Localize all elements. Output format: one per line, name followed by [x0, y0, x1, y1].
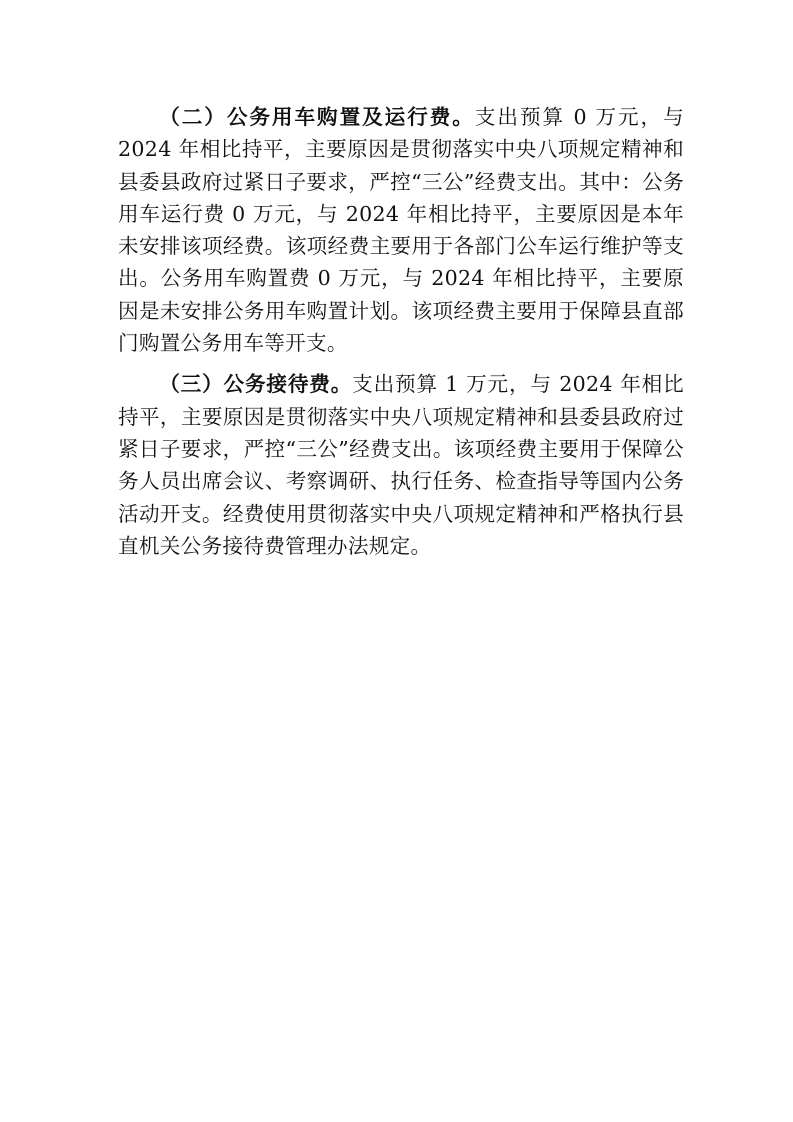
section-body-vehicle: 支出预算 0 万元，与 2024 年相比持平，主要原因是贯彻落实中央八项规定精神和县委县政府过紧日子要求，严控“三公”经费支出。其中：公务用车运行费 0 万元，与 2024 年相比持平，主要原因是本年未安排该项经费。该项经费主要用于各部门公车运行维护等支出。公务用车购置费 0 万元，与 2024 年相比持平，主要原因是未安排公务用车购置计划。该项经费主要用于保障县直部门购置公务用车等开支。 [118, 105, 684, 356]
section-heading-vehicle: （二）公务用车购置及运行费。 [159, 105, 475, 129]
paragraph-vehicle-expenses [118, 101, 684, 359]
paragraph-reception-expenses [118, 368, 684, 562]
section-heading-reception: （三）公务接待费。 [159, 372, 353, 397]
document-page [118, 101, 684, 562]
section-body-reception: 支出预算 1 万元，与 2024 年相比持平，主要原因是贯彻落实中央八项规定精神和县委县政府过紧日子要求，严控“三公”经费支出。该项经费主要用于保障公务人员出席会议、考察调研、执行任务、检查指导等国内公务活动开支。经费使用贯彻落实中央八项规定精神和严格执行县直机关公务接待费管理办法规定。 [118, 372, 684, 558]
